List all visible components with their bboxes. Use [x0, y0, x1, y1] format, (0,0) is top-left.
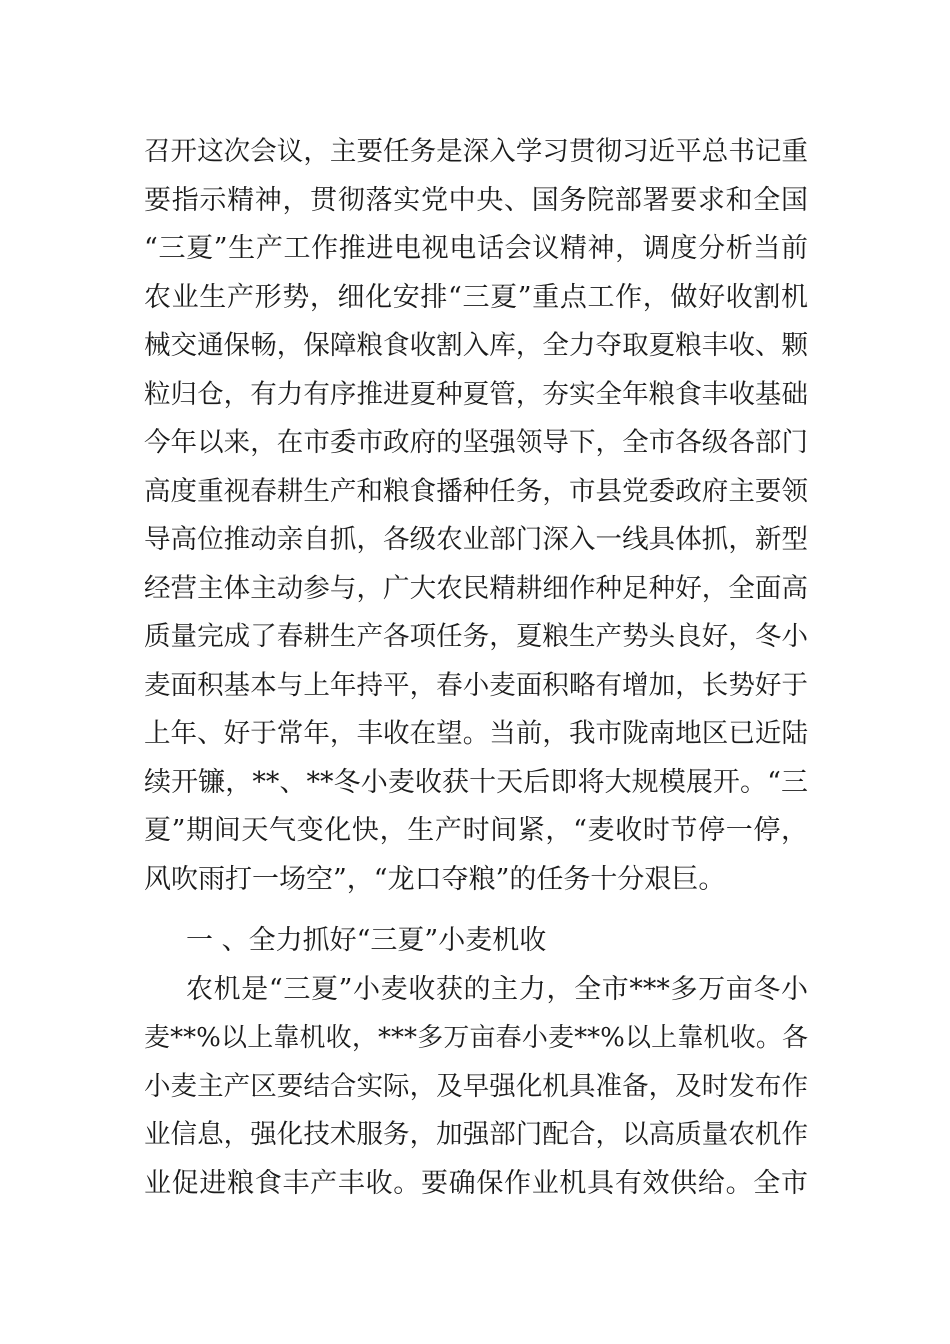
- text-line: 风吹雨打一场空”，“龙口夺粮”的任务十分艰巨。: [144, 863, 726, 895]
- text-line: 要指示精神，贯彻落实党中央、国务院部署要求和全国: [144, 184, 808, 216]
- text-line: 械交通保畅，保障粮食收割入库，全力夺取夏粮丰收、颗: [144, 330, 808, 361]
- text-line: 农业生产形势，细化安排“三夏”重点工作，做好收割机: [144, 281, 808, 313]
- section-1: [144, 917, 808, 1208]
- text-line: 麦**%以上靠机收，***多万亩春小麦**%以上靠机收。各: [144, 1023, 808, 1053]
- text-line: 高度重视春耕生产和粮食播种任务，市县党委政府主要领: [144, 475, 808, 507]
- text-line: 农机是“三夏”小麦收获的主力，全市***多万亩冬小: [186, 973, 808, 1005]
- text-line: 夏”期间天气变化快，生产时间紧，“麦收时节停一停，: [144, 815, 808, 846]
- text-line: 小麦主产区要结合实际，及早强化机具准备，及时发布作: [144, 1070, 808, 1102]
- paragraph-1: [144, 128, 808, 904]
- text-line: 业促进粮食丰产丰收。要确保作业机具有效供给。全市: [144, 1167, 808, 1199]
- section-heading: 一 、全力抓好“三夏”小麦机收: [186, 925, 547, 956]
- text-line: 经营主体主动参与，广大农民精耕细作种足种好，全面高: [144, 572, 808, 604]
- text-line: 召开这次会议，主要任务是深入学习贯彻习近平总书记重: [144, 136, 808, 167]
- text-line: 今年以来，在市委市政府的坚强领导下，全市各级各部门: [144, 427, 808, 458]
- text-line: 质量完成了春耕生产各项任务，夏粮生产势头良好，冬小: [144, 621, 808, 652]
- text-line: 导高位推动亲自抓，各级农业部门深入一线具体抓，新型: [144, 524, 808, 555]
- text-line: 续开镰，**、**冬小麦收获十天后即将大规模展开。“三: [144, 766, 808, 798]
- text-line: 上年、好于常年，丰收在望。当前，我市陇南地区已近陆: [144, 718, 808, 749]
- text-line: 麦面积基本与上年持平，春小麦面积略有增加，长势好于: [144, 669, 808, 701]
- text-line: “三夏”生产工作推进电视电话会议精神，调度分析当前: [144, 233, 808, 264]
- text-line: 粒归仓，有力有序推进夏种夏管，夯实全年粮食丰收基础: [144, 378, 808, 410]
- text-line: 业信息，强化技术服务，加强部门配合，以高质量农机作: [144, 1119, 808, 1150]
